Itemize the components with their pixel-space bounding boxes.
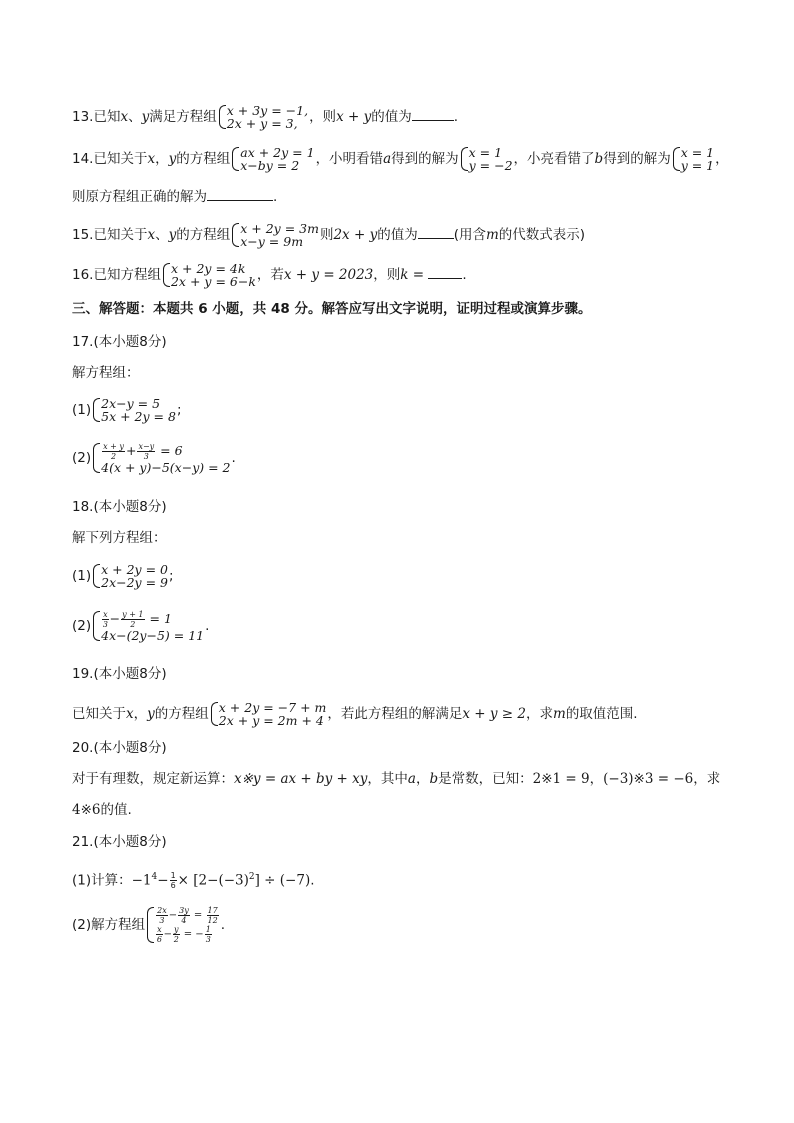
q16-condition: x + y = 2023 bbox=[283, 267, 374, 283]
q18-p1-system bbox=[92, 563, 168, 589]
fraction bbox=[178, 906, 190, 925]
q19-var-y: y bbox=[147, 706, 155, 722]
q19-text: 已知关于 bbox=[72, 706, 126, 722]
q20-text: 是常数，已知： bbox=[438, 771, 533, 787]
q17-p1-system bbox=[92, 397, 176, 423]
q14-end: . bbox=[273, 189, 278, 205]
q16-text: ，则 bbox=[373, 267, 401, 283]
q19-text: ，求 bbox=[526, 706, 553, 722]
q20-text: ，求 bbox=[693, 771, 721, 787]
frac-num: y bbox=[174, 925, 179, 934]
q14-var-x: x bbox=[147, 151, 156, 167]
q14-solution-2 bbox=[672, 146, 714, 172]
fraction bbox=[156, 906, 168, 925]
q21-p1-power: 4 bbox=[151, 872, 158, 882]
q17-p1-eq2: 5x + 2y = 8 bbox=[101, 409, 176, 424]
q14-text: 的方程组 bbox=[176, 151, 231, 167]
q19-var-m: m bbox=[553, 706, 566, 722]
q14-solution-1 bbox=[460, 146, 513, 172]
q13-text: ，则 bbox=[309, 109, 337, 125]
q20-comma: ， bbox=[415, 771, 430, 787]
q18-p2-end: . bbox=[205, 618, 210, 634]
q19-title: 19.(本小题8分) bbox=[72, 666, 167, 682]
op-minus: − bbox=[163, 929, 173, 940]
q20-given-2: (−3)※3 = −6 bbox=[603, 771, 694, 787]
q14-sol2-x: x = 1 bbox=[680, 145, 715, 160]
q21-part-1 bbox=[72, 868, 315, 890]
q21-p1-term: −1 bbox=[131, 872, 152, 889]
q15-var-m: m bbox=[485, 227, 499, 243]
q15-eq1: x + 2y = 3m bbox=[240, 221, 319, 236]
q14-sol2-y: y = 1 bbox=[680, 158, 715, 173]
q16-eq2: 2x + y = 6−k bbox=[170, 274, 256, 289]
frac-den: 3 bbox=[205, 935, 211, 944]
q16-eq1: x + 2y = 4k bbox=[170, 261, 246, 276]
q17-title: 17.(本小题8分) bbox=[72, 334, 167, 350]
q17-part-1 bbox=[72, 397, 182, 423]
q13-answer-blank[interactable] bbox=[412, 108, 454, 121]
q20-definition: x※y = ax + by + xy bbox=[234, 771, 368, 787]
q16-text: ，若 bbox=[256, 267, 284, 283]
question-16 bbox=[72, 262, 467, 288]
q14-var-b: b bbox=[594, 151, 604, 167]
q17-p2-eq1-rhs: = 6 bbox=[160, 443, 183, 458]
fraction bbox=[205, 925, 212, 944]
q20-text: ，其中 bbox=[367, 771, 408, 787]
frac-num: x−y bbox=[138, 442, 155, 451]
q20-text: 的值. bbox=[100, 802, 132, 818]
fraction bbox=[156, 925, 163, 944]
frac-num: x + y bbox=[103, 442, 124, 451]
section-3-header: 三、解答题：本题共 6 小题，共 48 分。解答应写出文字说明，证明过程或演算步骤。 bbox=[72, 301, 592, 317]
q16-var-k: k = bbox=[400, 267, 425, 283]
q21-p1-divide: ] ÷ (−7) bbox=[254, 872, 311, 889]
q20-text: 对于有理数，规定新运算： bbox=[72, 771, 234, 787]
q19-text: ，若此方程组的解满足 bbox=[327, 706, 463, 722]
frac-den: 6 bbox=[170, 881, 176, 890]
frac-num: 3y bbox=[179, 906, 189, 915]
q14-text: ，小亮看错了 bbox=[513, 151, 595, 167]
frac-num: y + 1 bbox=[122, 610, 144, 619]
q14-sol1-x: x = 1 bbox=[468, 145, 503, 160]
q14-eq1: ax + 2y = 1 bbox=[240, 145, 315, 160]
q18-p1-end: ; bbox=[169, 568, 174, 584]
frac-den: 2 bbox=[130, 620, 136, 629]
frac-den: 12 bbox=[207, 916, 218, 925]
q20-var-a: a bbox=[407, 771, 416, 787]
op-minus: − bbox=[157, 872, 169, 889]
q13-eq2: 2x + y = 3, bbox=[226, 116, 298, 131]
q18-p2-eq2: 4x−(2y−5) = 11 bbox=[101, 628, 205, 643]
q18-part-2 bbox=[72, 610, 209, 642]
q15-text: 则 bbox=[319, 227, 334, 243]
frac-num: 1 bbox=[205, 925, 211, 934]
q17-part-2 bbox=[72, 442, 236, 474]
question-19 bbox=[72, 701, 638, 727]
q18-part-1 bbox=[72, 563, 174, 589]
q13-var-x: x bbox=[120, 109, 129, 125]
frac-den: 3 bbox=[143, 452, 149, 461]
q16-text: 已知方程组 bbox=[93, 267, 161, 283]
q14-number: 14. bbox=[72, 151, 94, 167]
op-equals: = bbox=[193, 910, 203, 921]
fraction bbox=[173, 925, 180, 944]
q21-title: 21.(本小题8分) bbox=[72, 834, 167, 850]
q13-expr: x + y bbox=[336, 109, 372, 125]
q13-sep: 、 bbox=[128, 109, 142, 125]
question-14 bbox=[72, 146, 729, 172]
question-15 bbox=[72, 222, 585, 248]
q17-p2-end: . bbox=[231, 450, 236, 466]
q17-prompt: 解方程组： bbox=[72, 365, 140, 381]
q14-comma: ， bbox=[155, 151, 169, 167]
question-13 bbox=[72, 104, 458, 130]
q14-text: ， bbox=[715, 151, 729, 167]
q20-sep: ， bbox=[589, 771, 604, 787]
q18-p1-eq2: 2x−2y = 9 bbox=[101, 575, 168, 590]
q19-condition: x + y ≥ 2 bbox=[462, 706, 526, 722]
q14-var-y: y bbox=[168, 151, 177, 167]
q15-text: 的方程组 bbox=[176, 227, 231, 243]
frac-den: 3 bbox=[159, 916, 165, 925]
q18-p2-system bbox=[92, 610, 204, 642]
fraction bbox=[102, 610, 109, 629]
q13-var-y: y bbox=[141, 109, 150, 125]
q17-p2-eq2: 4(x + y)−5(x−y) = 2 bbox=[101, 460, 231, 475]
frac-num: 2x bbox=[157, 906, 167, 915]
q16-equation-system bbox=[162, 262, 256, 288]
fraction bbox=[121, 610, 144, 629]
frac-num: 1 bbox=[170, 871, 176, 880]
q15-answer-blank[interactable] bbox=[418, 226, 454, 239]
question-20-line2 bbox=[72, 801, 132, 819]
fraction bbox=[102, 442, 125, 461]
q14-answer-blank[interactable] bbox=[207, 188, 273, 201]
q16-end: . bbox=[462, 267, 467, 283]
q18-prompt: 解下列方程组： bbox=[72, 530, 167, 546]
q14-equation-system bbox=[231, 146, 314, 172]
q21-p1-end: . bbox=[310, 872, 315, 889]
q19-eq1: x + 2y = −7 + m bbox=[218, 700, 327, 715]
q14-sol1-y: y = −2 bbox=[468, 158, 513, 173]
q18-p2-label: (2) bbox=[72, 618, 92, 634]
question-20 bbox=[72, 770, 720, 788]
q16-number: 16. bbox=[72, 267, 94, 283]
q17-p1-label: (1) bbox=[72, 402, 92, 418]
q15-equation-system bbox=[231, 222, 319, 248]
q13-end: . bbox=[453, 109, 458, 125]
frac-den: 6 bbox=[156, 935, 162, 944]
q21-p1-power-2: 2 bbox=[248, 872, 255, 882]
q13-text: 的值为 bbox=[371, 109, 412, 125]
frac-num: 17 bbox=[207, 906, 218, 915]
q19-equation-system bbox=[210, 701, 327, 727]
fraction bbox=[207, 906, 219, 925]
q18-p1-label: (1) bbox=[72, 568, 92, 584]
q13-eq1: x + 3y = −1, bbox=[226, 103, 309, 118]
frac-num: x bbox=[157, 925, 162, 934]
q19-eq2: 2x + y = 2m + 4 bbox=[218, 713, 324, 728]
q21-p2-end: . bbox=[220, 917, 225, 933]
q15-var-y: y bbox=[168, 227, 177, 243]
q15-expr: 2x + y bbox=[333, 227, 378, 243]
q13-equation-system bbox=[218, 104, 308, 130]
q21-part-2 bbox=[72, 906, 225, 944]
q20-given-1: 2※1 = 9 bbox=[532, 771, 590, 787]
q17-p1-end: ; bbox=[176, 402, 182, 418]
q19-var-x: x bbox=[126, 706, 134, 722]
q18-title: 18.(本小题8分) bbox=[72, 499, 167, 515]
q14-line2-text: 则原方程组正确的解为 bbox=[72, 189, 207, 205]
q14-var-a: a bbox=[383, 151, 392, 167]
q19-text: 的取值范围. bbox=[565, 706, 638, 722]
q15-eq2: x−y = 9m bbox=[240, 234, 304, 249]
q18-p1-eq1: x + 2y = 0 bbox=[101, 562, 168, 577]
q15-text: 的值为 bbox=[377, 227, 418, 243]
q15-text: 已知关于 bbox=[93, 227, 148, 243]
q21-p1-label: (1)计算： bbox=[72, 872, 132, 889]
q15-text: 的代数式表示) bbox=[498, 227, 586, 243]
q21-p2-label: (2)解方程组 bbox=[72, 917, 146, 933]
q19-text: 的方程组 bbox=[154, 706, 209, 722]
q14-text: 已知关于 bbox=[93, 151, 148, 167]
q14-text: 得到的解为 bbox=[391, 151, 459, 167]
q17-p1-eq1: 2x−y = 5 bbox=[101, 396, 161, 411]
q17-p2-label: (2) bbox=[72, 450, 92, 466]
q14-text: ，小明看错 bbox=[315, 151, 384, 167]
q21-p2-system bbox=[146, 906, 220, 944]
q15-var-x: x bbox=[147, 227, 156, 243]
frac-den: 2 bbox=[110, 452, 117, 461]
frac-num: x bbox=[103, 610, 108, 619]
q20-title: 20.(本小题8分) bbox=[72, 740, 167, 756]
q14-eq2: x−by = 2 bbox=[240, 158, 300, 173]
q13-text: 已知 bbox=[93, 109, 121, 125]
q18-p2-eq1-rhs: = 1 bbox=[149, 611, 172, 626]
q20-target: 4※6 bbox=[72, 802, 101, 818]
q19-comma: ， bbox=[133, 706, 148, 722]
q17-p2-system bbox=[92, 442, 230, 474]
op-minus: − bbox=[109, 611, 121, 626]
question-14-line2 bbox=[72, 188, 277, 206]
q15-number: 15. bbox=[72, 227, 94, 243]
op-equals-neg: = − bbox=[183, 929, 204, 940]
fraction bbox=[170, 871, 177, 890]
frac-den: 3 bbox=[102, 620, 108, 629]
q20-var-b: b bbox=[429, 771, 439, 787]
q13-text: 满足方程组 bbox=[149, 109, 217, 125]
q13-number: 13. bbox=[72, 109, 94, 125]
q15-sep: 、 bbox=[155, 227, 169, 243]
q14-text: 得到的解为 bbox=[603, 151, 671, 167]
fraction bbox=[137, 442, 155, 461]
frac-den: 2 bbox=[173, 935, 179, 944]
op-minus: − bbox=[168, 910, 178, 921]
op-plus: + bbox=[125, 443, 137, 458]
q15-text: (用含 bbox=[453, 227, 486, 243]
q21-p1-bracket: × [2−(−3) bbox=[177, 872, 249, 889]
frac-den: 4 bbox=[181, 916, 187, 925]
q16-answer-blank[interactable] bbox=[428, 266, 462, 279]
